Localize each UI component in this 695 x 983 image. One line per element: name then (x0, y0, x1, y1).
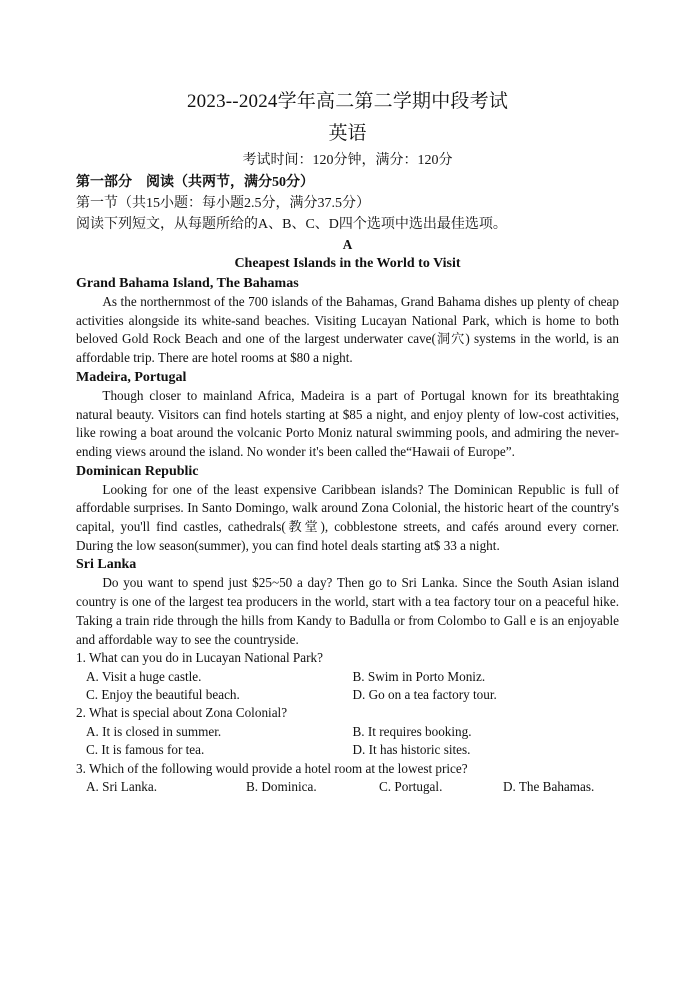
section-heading-srilanka: Sri Lanka (76, 557, 137, 573)
exam-page (76, 88, 619, 797)
section-heading-bahamas: Grand Bahama Island, The Bahamas (76, 276, 299, 291)
option-a: A. Sri Lanka. (86, 779, 158, 795)
section-text-dominican: Looking for one of the least expensive Caribbean islands? The Dominican Republic is full of affordable surprises. In Santo Domingo, walk around Zona Colonial, the historic heart of the country's capital, you'll find castles, cathedrals(教堂), cobblestone streets, and cafés around every corner. During the low season(summer), you can find hotel deals starting at$ 33 a night. (76, 481, 619, 553)
option-a: A. It is closed in summer. (86, 723, 222, 739)
passage-section (76, 274, 619, 368)
option-c: C. Portugal. (379, 779, 443, 795)
question-stem: 2. What is special about Zona Colonial? (76, 705, 288, 721)
section-heading-madeira: Madeira, Portugal (76, 369, 187, 385)
options-row (76, 668, 619, 686)
instruction: 阅读下列短文，从每题所给的A、B、C、D四个选项中选出最佳选项。 (76, 217, 507, 232)
passage-section (76, 462, 619, 556)
exam-info: 考试时间：120分钟，满分：120分 (242, 153, 453, 168)
option-d: D. It has historic sites. (352, 742, 471, 758)
section-text-madeira: Though closer to mainland Africa, Madeira is a part of Portugal known for its breathtaking natural beauty. Visitors can find hotels starting at $85 a night, and enjoy plenty of low-cost activities, like rowing a boat around the volcanic Porto Moniz natural swimming pools, and admiring the never-ending views around the island. No wonder it's been called the“Hawaii of Europe”. (76, 387, 619, 459)
section-text-srilanka: Do you want to spend just $25~50 a day? Then go to Sri Lanka. Since the South Asian island country is one of the largest tea producers in the world, start with a tea factory tour on a peaceful hike. Taking a train ride through the hills from Kandy to Badulla or from Colombo to Gall e is an enjoyable and affordable way to see the countryside. (76, 575, 619, 647)
part-heading: 第一部分 阅读（共两节，满分50分） (76, 175, 314, 190)
options-row (76, 778, 619, 796)
option-b: B. It requires booking. (352, 723, 472, 739)
question-stem: 1. What can you do in Lucayan National Park? (76, 650, 323, 666)
passage-title: Cheapest Islands in the World to Visit (234, 256, 461, 271)
section-heading: 第一节（共15小题：每小题2.5分，满分37.5分） (76, 196, 370, 211)
question-3 (76, 760, 619, 797)
question-2 (76, 704, 619, 759)
subject-title: 英语 (328, 123, 367, 144)
option-a: A. Visit a huge castle. (86, 668, 202, 684)
options-row (76, 686, 619, 704)
option-b: B. Swim in Porto Moniz. (352, 668, 486, 684)
options-row (76, 741, 619, 759)
section-heading-dominican: Dominican Republic (76, 463, 199, 479)
passage-letter: A (342, 237, 353, 252)
option-d: D. The Bahamas. (503, 779, 595, 795)
option-c: C. It is famous for tea. (86, 742, 205, 758)
option-c: C. Enjoy the beautiful beach. (86, 687, 240, 703)
passage-section (76, 555, 619, 649)
options-row (76, 723, 619, 741)
section-text-bahamas: As the northernmost of the 700 islands of the Bahamas, Grand Bahama dishes up plenty of cheap activities alongside its white-sand beaches. Visiting Lucayan National Park, which is home to both beloved Gold Rock Beach and one of the largest underwater cave(洞穴) systems in the world, is an affordable trip. There are hotel rooms at $80 a night. (76, 294, 619, 366)
question-1 (76, 649, 619, 704)
option-d: D. Go on a tea factory tour. (352, 687, 497, 703)
question-stem: 3. Which of the following would provide a hotel room at the lowest price? (76, 760, 468, 776)
option-b: B. Dominica. (246, 779, 317, 795)
passage-section (76, 368, 619, 462)
exam-title: 2023--2024学年高二第二学期中段考试 (186, 91, 509, 112)
